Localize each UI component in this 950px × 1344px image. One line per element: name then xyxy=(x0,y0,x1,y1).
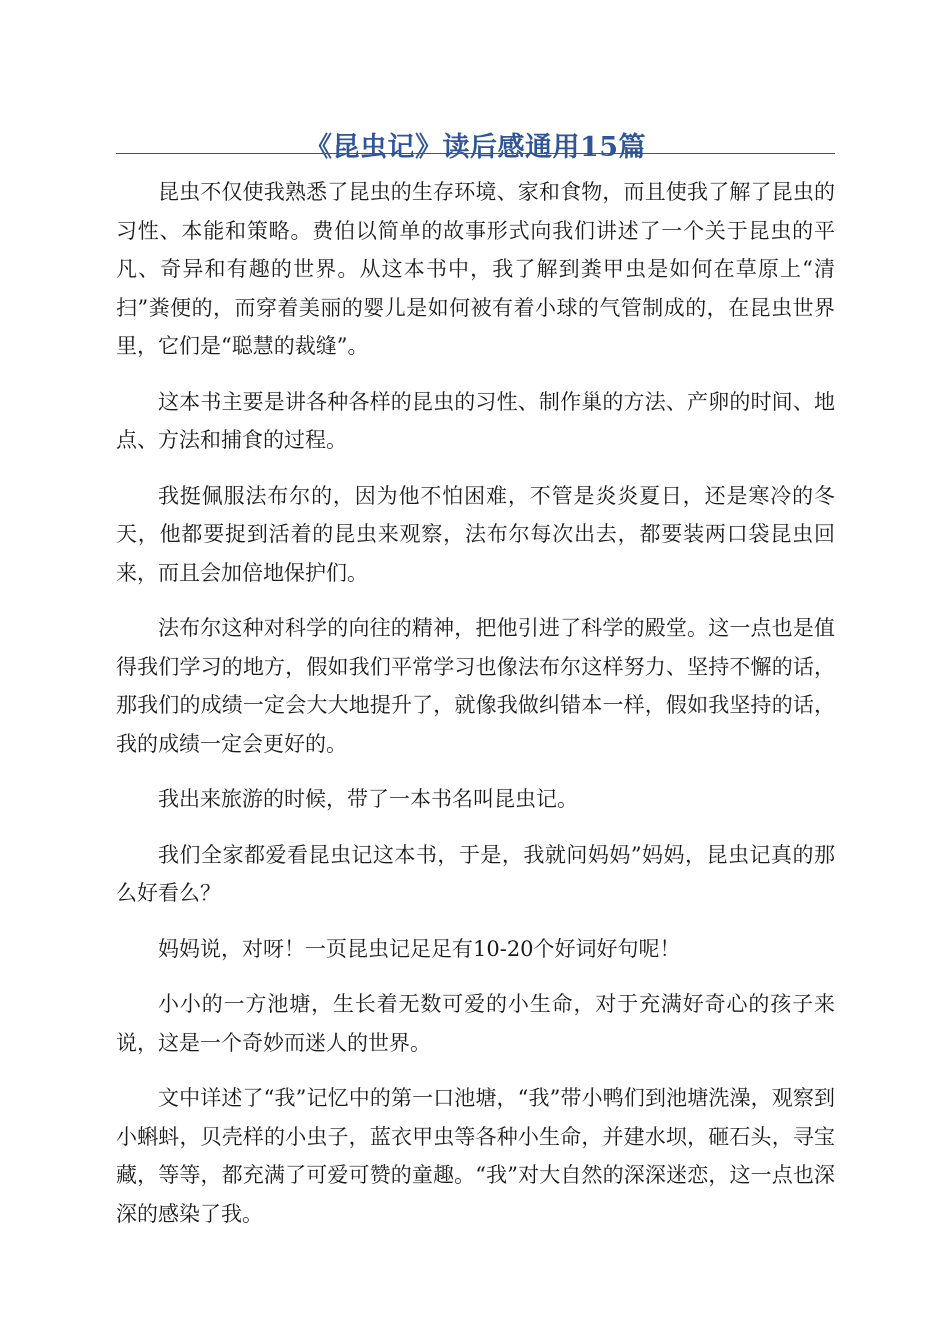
document-title: 《昆虫记》读后感通用15篇 xyxy=(304,132,647,164)
paragraph: 小小的一方池塘，生长着无数可爱的小生命，对于充满好奇心的孩子来说，这是一个奇妙而迷人的世界。 xyxy=(116,992,835,1055)
paragraph: 文中详述了“我”记忆中的第一口池塘，“我”带小鸭们到池塘洗澡，观察到小蝌蚪，贝壳样的小虫子，蓝衣甲虫等各种小生命，并建水坝，砸石头，寻宝藏，等等，都充满了可爱可赞的童趣。“我”对大自然的深深迷恋，这一点也深深的感染了我。 xyxy=(116,1086,835,1226)
paragraph: 我挺佩服法布尔的，因为他不怕困难，不管是炎炎夏日，还是寒冷的冬天，他都要捉到活着的昆虫来观察，法布尔每次出去，都要装两口袋昆虫回来，而且会加倍地保护们。 xyxy=(116,483,835,585)
paragraph: 我出来旅游的时候，带了一本书名叫昆虫记。 xyxy=(158,787,578,811)
paragraph: 法布尔这种对科学的向往的精神，把他引进了科学的殿堂。这一点也是值得我们学习的地方，假如我们平常学习也像法布尔这样努力、坚持不懈的话，那我们的成绩一定会大大地提升了，就像我做纠错本一样，假如我坚持的话，我的成绩一定会更好的。 xyxy=(116,616,835,756)
document-body xyxy=(116,173,835,1250)
paragraph: 我们全家都爱看昆虫记这本书，于是，我就问妈妈”妈妈，昆虫记真的那么好看么？ xyxy=(116,842,835,905)
title-underline xyxy=(116,153,835,154)
paragraph: 妈妈说，对呀！一页昆虫记足足有10-20个好词好句呢！ xyxy=(158,936,681,961)
paragraph: 昆虫不仅使我熟悉了昆虫的生存环境、家和食物，而且使我了解了昆虫的习性、本能和策略。费伯以简单的故事形式向我们讲述了一个关于昆虫的平凡、奇异和有趣的世界。从这本书中，我了解到粪甲虫是如何在草原上“清扫”粪便的，而穿着美丽的婴儿是如何被有着小球的气管制成的，在昆虫世界里，它们是“聪慧的裁缝”。 xyxy=(116,180,835,358)
paragraph: 这本书主要是讲各种各样的昆虫的习性、制作巢的方法、产卵的时间、地点、方法和捕食的过程。 xyxy=(116,389,835,452)
